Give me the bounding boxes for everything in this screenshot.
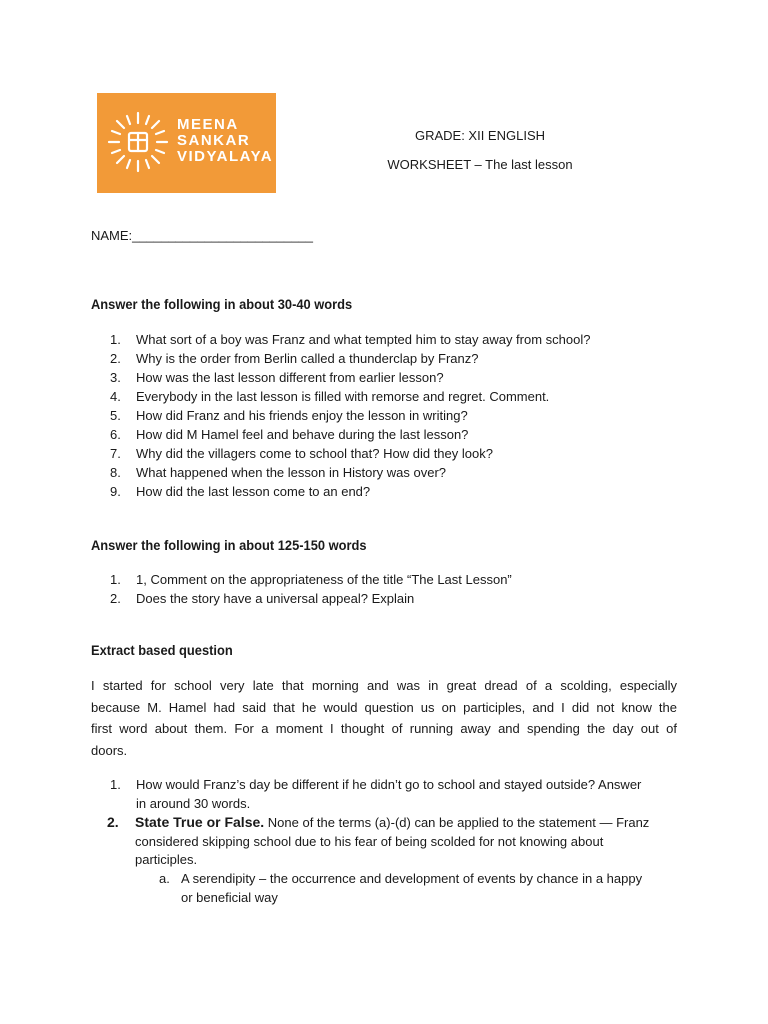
question-item: 5. How did Franz and his friends enjoy the lesson in writing? <box>110 408 468 423</box>
section-2-question-list <box>110 570 512 608</box>
question-item: 6. How did M Hamel feel and behave during the last lesson? <box>110 427 469 442</box>
logo-text-line-2: SANKAR <box>177 132 251 149</box>
section-3-heading: Extract based question <box>91 642 233 658</box>
question-item: 3. How was the last lesson different from earlier lesson? <box>110 370 444 385</box>
question-item: 4. Everybody in the last lesson is filled with remorse and regret. Comment. <box>110 389 550 404</box>
extract-line: doors. <box>91 742 128 758</box>
question-item: 7. Why did the villagers come to school that? How did they look? <box>110 446 493 461</box>
question-item: 8. What happened when the lesson in History was over? <box>110 465 447 480</box>
true-false-label: State True or False. <box>135 814 265 830</box>
school-logo <box>97 93 276 193</box>
sunburst-icon <box>103 107 173 177</box>
section-2-heading: Answer the following in about 125-150 words <box>91 537 367 553</box>
question-item: 2. Why is the order from Berlin called a thunderclap by Franz? <box>110 351 479 366</box>
grade-label: GRADE: XII ENGLISH <box>414 128 546 143</box>
question-item: 1. 1, Comment on the appropriateness of the title “The Last Lesson” <box>110 572 512 587</box>
extract-line: first word about them. For a moment I thought of running away and spending the day out of <box>91 721 677 736</box>
logo-text-line-1: MEENA <box>177 116 239 133</box>
logo-text-line-3: VIDYALAYA <box>177 148 274 165</box>
section-1-question-list <box>110 330 590 501</box>
section-1-heading: Answer the following in about 30-40 words <box>91 296 353 312</box>
name-field[interactable]: NAME:_________________________ <box>91 228 313 243</box>
question-item: 2. Does the story have a universal appeal? Explain <box>110 591 415 606</box>
extract-line: I started for school very late that morning and was in great dread of a scolding, especially <box>91 678 677 693</box>
worksheet-title: WORKSHEET – The last lesson <box>387 157 573 172</box>
extract-line: because M. Hamel had said that he would question us on participles, and I did not know the <box>91 699 677 715</box>
extract-paragraph <box>91 675 677 761</box>
question-item: 9. How did the last lesson come to an end? <box>110 484 371 499</box>
question-item: 1. What sort of a boy was Franz and what tempted him to stay away from school? <box>110 332 591 347</box>
